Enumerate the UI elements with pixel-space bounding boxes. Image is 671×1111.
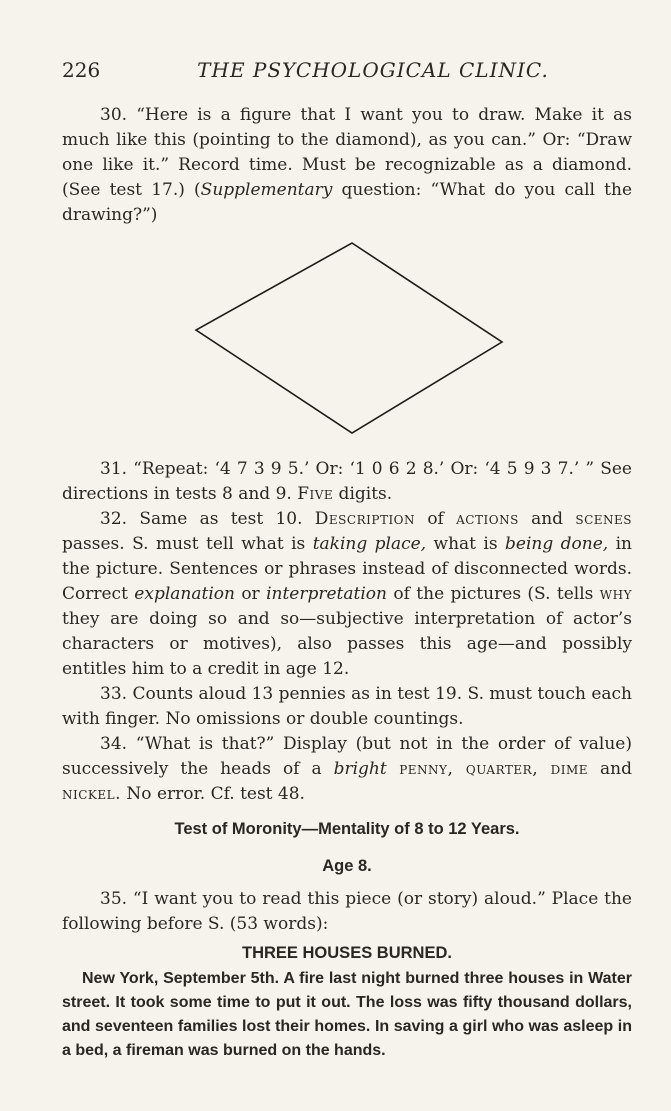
story-body: New York, September 5th. A fire last night burned three houses in Water street. It took some time to put it out. The loss was fifty thousand dollars, and seventeen families lost their homes. In saving a girl who was asleep in a bed, a fireman was burned on the hands. — [62, 970, 632, 1059]
item-34: 34. “What is that?” Display (but not in the order of value) successively the heads of a bright penny, quarter, dime and nickel. No error. Cf. test 48. — [62, 734, 632, 804]
supplementary-label: Supplementary — [200, 180, 333, 200]
diamond-figure — [190, 238, 510, 438]
diamond-shape — [196, 243, 502, 433]
item-31: 31. “Repeat: ‘4 7 3 9 5.’ Or: ‘1 0 6 2 8.’ Or: ‘4 5 9 3 7.’ ” See directions in tests 8 and 9. Five digits. — [62, 459, 632, 504]
story-title: THREE HOUSES BURNED. — [242, 944, 452, 962]
items-31-34 — [62, 457, 632, 807]
section-heading: Test of Moronity—Mentality of 8 to 12 Years. — [174, 820, 520, 838]
running-header — [62, 58, 624, 86]
age-heading: Age 8. — [322, 857, 372, 875]
item-30: 30. “Here is a figure that I want you to draw. Make it as much like this (pointing to the diamond), as you can.” Or: “Draw one like it.” Record time. Must be recognizable as a diamond. (See test 17.) (Supplementary question: “What do you call the drawing?”) — [62, 105, 633, 225]
running-title: THE PSYCHOLOGICAL CLINIC. — [197, 58, 549, 82]
item-32: 32. Same as test 10. Description of actions and scenes passes. S. must tell what is taking place, what is being done, in the picture. Sentences or phrases instead of disconnected words. Correct explanation or interpretation of the pictures (S. tells why they are doing so and so—subjective interpretation of actor’s characters or motives), also passes this age—and possibly entitles him to a credit in age 12. — [62, 509, 633, 679]
page-number: 226 — [62, 58, 101, 82]
item-35: 35. “I want you to read this piece (or story) aloud.” Place the following before S. (53 words): — [62, 889, 632, 934]
item-33: 33. Counts aloud 13 pennies as in test 19. S. must touch each with finger. No omissions or double countings. — [62, 684, 632, 729]
